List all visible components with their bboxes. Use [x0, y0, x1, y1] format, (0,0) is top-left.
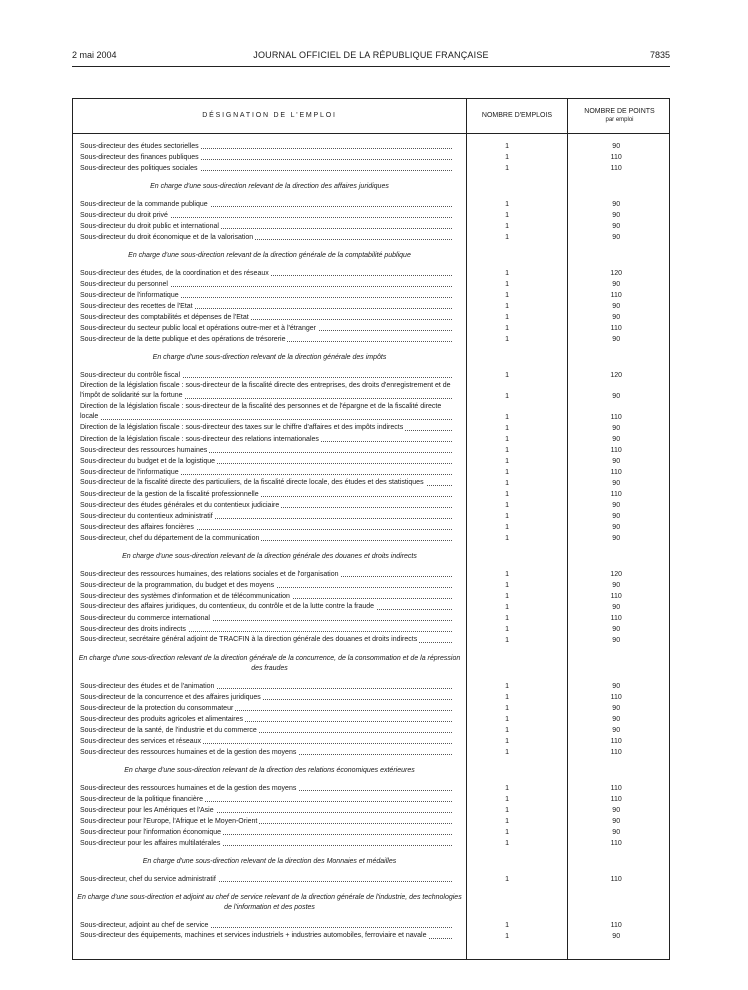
designation-cell [73, 381, 456, 402]
table-row [73, 783, 669, 794]
table-row [73, 591, 669, 602]
points-cell: 90 [612, 637, 621, 644]
nombre-cell: 1 [505, 154, 509, 161]
table-row [73, 199, 669, 210]
designation-label: Sous-directeur des recettes de l'Etat [80, 303, 193, 310]
points-cell: 110 [610, 165, 622, 172]
nombre-cell: 1 [505, 513, 509, 520]
points-cell: 110 [610, 840, 622, 847]
points-cell: 90 [612, 223, 621, 230]
nombre-cell: 1 [505, 234, 509, 241]
table-row [73, 221, 669, 232]
designation-label: Sous-directeur de la fiscalité directe des particuliers, de la fiscalité directe locale, des études et des statistiques [80, 479, 424, 486]
points-cell: 90 [612, 582, 621, 589]
designation-label: Sous-directeur du personnel [80, 281, 168, 288]
points-cell: 90 [612, 807, 621, 814]
table-row [73, 816, 669, 827]
points-cell: 90 [612, 458, 621, 465]
nombre-cell: 1 [505, 785, 509, 792]
nombre-cell: 1 [505, 796, 509, 803]
dot-leader [80, 419, 452, 420]
points-cell: 90 [612, 336, 621, 343]
designation-label: Sous-directeur de la protection du consommateur [80, 705, 234, 712]
designation-cell [73, 445, 456, 456]
designation-label: Sous-directeur de la commande publique [80, 201, 208, 208]
table-row [73, 725, 669, 736]
designation-cell [73, 920, 456, 931]
points-cell: 90 [612, 393, 621, 400]
designation-cell [73, 152, 456, 163]
points-cell: 110 [610, 325, 622, 332]
designation-cell [73, 301, 456, 312]
designation-cell [73, 624, 456, 635]
table-row [73, 569, 669, 580]
nombre-cell: 1 [505, 876, 509, 883]
points-cell: 90 [612, 502, 621, 509]
designation-label: Sous-directeur du contentieux administratif [80, 513, 213, 520]
points-cell: 90 [612, 716, 621, 723]
designation-cell [73, 279, 456, 290]
points-cell: 90 [612, 281, 621, 288]
designation-cell [73, 489, 456, 500]
nombre-cell: 1 [505, 143, 509, 150]
designation-cell [73, 725, 456, 736]
designation-label: Sous-directeur des produits agricoles et alimentaires [80, 716, 244, 723]
points-cell: 90 [612, 436, 621, 443]
section-heading: En charge d'une sous-direction relevant de la direction générale des impôts [152, 354, 387, 361]
nombre-cell: 1 [505, 604, 509, 611]
nombre-cell: 1 [505, 705, 509, 712]
designation-label: Sous-directeur, chef du service administratif [80, 876, 216, 883]
points-cell: 90 [612, 705, 621, 712]
points-cell: 90 [612, 829, 621, 836]
journal-title: JOURNAL OFFICIEL DE LA RÉPUBLIQUE FRANÇAISE [253, 50, 489, 60]
nombre-cell: 1 [505, 694, 509, 701]
table-row [73, 301, 669, 312]
designation-cell [73, 312, 456, 323]
points-cell: 110 [610, 154, 622, 161]
designation-label: Sous-directeur du droit privé [80, 212, 168, 219]
table-row [73, 522, 669, 533]
table-row [73, 714, 669, 725]
designation-label: Sous-directeur des systèmes d'information et de télécommunication [80, 593, 290, 600]
points-cell: 90 [612, 727, 621, 734]
designation-label: Sous-directeur des ressources humaines, des relations sociales et de l'organisation [80, 571, 339, 578]
table-row [73, 580, 669, 591]
designation-cell [73, 478, 456, 489]
table-row [73, 703, 669, 714]
nombre-cell: 1 [505, 491, 509, 498]
designation-label: Sous-directeur des services et réseaux [80, 738, 201, 745]
nombre-cell: 1 [505, 683, 509, 690]
table-row [73, 210, 669, 221]
table-row [73, 838, 669, 849]
designation-cell [73, 931, 456, 942]
designation-cell [73, 681, 456, 692]
designation-cell [73, 692, 456, 703]
points-cell: 120 [610, 372, 623, 379]
nombre-cell: 1 [505, 535, 509, 542]
nombre-cell: 1 [505, 458, 509, 465]
designation-cell [73, 268, 456, 279]
nombre-cell: 1 [505, 524, 509, 531]
section-heading: En charge d'une sous-direction relevant de la direction des relations économiques extérieures [124, 767, 415, 774]
points-cell: 90 [612, 933, 621, 940]
designation-cell [73, 736, 456, 747]
table-row [73, 334, 669, 345]
designation-label: Sous-directeur des équipements, machines et services industriels + industries automobiles, ferroviaire et navale [80, 932, 427, 939]
table-row [73, 152, 669, 163]
designation-label: Sous-directeur pour l'information économique [80, 829, 222, 836]
table-row [73, 370, 669, 381]
table-row [73, 827, 669, 838]
column-header-points-sub: par emploi [605, 117, 634, 123]
nombre-cell: 1 [505, 480, 509, 487]
designation-cell [73, 221, 456, 232]
nombre-cell: 1 [505, 270, 509, 277]
designation-cell [73, 569, 456, 580]
table-row [73, 500, 669, 511]
table-row [73, 489, 669, 500]
designation-label: Sous-directeur du commerce international [80, 615, 210, 622]
table-row [73, 602, 669, 613]
designation-cell [73, 533, 456, 544]
points-cell: 110 [610, 615, 622, 622]
column-header-designation: DÉSIGNATION DE L'EMPLOI [202, 112, 337, 119]
designation-label: Sous-directeur de la dette publique et des opérations de trésorerie [80, 336, 286, 343]
nombre-cell: 1 [505, 593, 509, 600]
table-row [73, 467, 669, 478]
points-cell: 120 [610, 571, 623, 578]
designation-cell [73, 874, 456, 885]
nombre-cell: 1 [505, 502, 509, 509]
nombre-cell: 1 [505, 829, 509, 836]
designation-label: Sous-directeur pour l'Europe, l'Afrique et le Moyen-Orient [80, 818, 258, 825]
designation-cell [73, 210, 456, 221]
nombre-cell: 1 [505, 372, 509, 379]
points-cell: 90 [612, 201, 621, 208]
designation-label: Sous-directeur des études, de la coordination et des réseaux [80, 270, 269, 277]
designation-label: Sous-directeur, chef du département de la communication [80, 535, 260, 542]
designation-label: Sous-directeur des affaires juridiques, du contentieux, du contrôle et de la lutte contre la fraude [80, 603, 375, 610]
designation-cell [73, 591, 456, 602]
designation-cell [73, 141, 456, 152]
designation-label: Sous-directeur des ressources humaines [80, 447, 208, 454]
emplois-table [72, 98, 670, 960]
designation-cell [73, 703, 456, 714]
nombre-cell: 1 [505, 447, 509, 454]
nombre-cell: 1 [505, 933, 509, 940]
table-row [73, 920, 669, 931]
nombre-cell: 1 [505, 637, 509, 644]
table-row [73, 445, 669, 456]
points-cell: 90 [612, 234, 621, 241]
nombre-cell: 1 [505, 393, 509, 400]
designation-cell [73, 522, 456, 533]
table-row [73, 736, 669, 747]
designation-cell [73, 602, 456, 613]
nombre-cell: 1 [505, 414, 509, 421]
nombre-cell: 1 [505, 303, 509, 310]
points-cell: 90 [612, 314, 621, 321]
nombre-cell: 1 [505, 201, 509, 208]
nombre-cell: 1 [505, 212, 509, 219]
table-row [73, 511, 669, 522]
section-heading: En charge d'une sous-direction relevant de la direction des affaires juridiques [150, 183, 389, 190]
designation-label: Sous-directeur de la politique financière [80, 796, 203, 803]
header-rule [72, 66, 670, 67]
designation-cell [73, 783, 456, 794]
designation-label: Sous-directeur du contrôle fiscal [80, 372, 180, 379]
table-row [73, 931, 669, 942]
points-cell: 110 [610, 749, 622, 756]
points-cell: 110 [610, 785, 622, 792]
designation-label: Direction de la législation fiscale : sous-directeur de la fiscalité directe des entreprises, des droits d'enregistrement et de l'impôt de solidarité sur la fortune [80, 382, 451, 399]
table-row [73, 279, 669, 290]
designation-label: Direction de la législation fiscale : sous-directeur de la fiscalité des personnes et de l'épargne et de la fiscalité directe locale [80, 403, 442, 420]
designation-cell [73, 747, 456, 758]
designation-label: Sous-directeur des politiques sociales [80, 165, 198, 172]
designation-cell [73, 423, 456, 434]
designation-cell [73, 794, 456, 805]
table-row [73, 533, 669, 544]
table-row [73, 141, 669, 152]
column-header-points-label: NOMBRE DE POINTS [584, 108, 655, 115]
points-cell: 110 [610, 469, 622, 476]
designation-cell [73, 511, 456, 522]
designation-cell [73, 827, 456, 838]
designation-label: Sous-directeur du droit public et international [80, 223, 219, 230]
designation-label: Sous-directeur du droit économique et de la valorisation [80, 234, 254, 241]
nombre-cell: 1 [505, 922, 509, 929]
column-header-nombre: NOMBRE D'EMPLOIS [481, 112, 553, 119]
table-row [73, 290, 669, 301]
designation-label: Direction de la législation fiscale : sous-directeur des relations internationales [80, 436, 319, 443]
designation-cell [73, 402, 456, 423]
nombre-cell: 1 [505, 436, 509, 443]
points-cell: 90 [612, 604, 621, 611]
designation-label: Sous-directeur du budget et de la logistique [80, 458, 216, 465]
issue-date: 2 mai 2004 [72, 50, 117, 60]
nombre-cell: 1 [505, 325, 509, 332]
table-row [73, 692, 669, 703]
designation-label: Sous-directeur de la santé, de l'industrie et du commerce [80, 727, 257, 734]
points-cell: 90 [612, 303, 621, 310]
nombre-cell: 1 [505, 716, 509, 723]
nombre-cell: 1 [505, 223, 509, 230]
designation-cell [73, 456, 456, 467]
designation-cell [73, 838, 456, 849]
points-cell: 110 [610, 292, 622, 299]
designation-cell [73, 635, 456, 646]
points-cell: 110 [610, 593, 622, 600]
nombre-cell: 1 [505, 818, 509, 825]
points-cell: 90 [612, 212, 621, 219]
designation-label: Sous-directeur pour les affaires multilatérales [80, 840, 221, 847]
designation-label: Sous-directeur de l'informatique [80, 469, 179, 476]
designation-cell [73, 467, 456, 478]
table-row [73, 268, 669, 279]
points-cell: 110 [610, 694, 622, 701]
nombre-cell: 1 [505, 314, 509, 321]
designation-label: Sous-directeur du secteur public local et opérations outre-mer et à l'étranger [80, 325, 316, 332]
designation-label: Sous-directeur de la concurrence et des affaires juridiques [80, 694, 261, 701]
header-row-rule [73, 133, 669, 134]
designation-label: Direction de la législation fiscale : sous-directeur des taxes sur le chiffre d'affaires et des impôts indirects [80, 424, 404, 431]
page-number: 7835 [649, 50, 670, 60]
table-row [73, 805, 669, 816]
designation-label: Sous-directeur des comptabilités et dépenses de l'Etat [80, 314, 249, 321]
points-cell: 90 [612, 425, 621, 432]
nombre-cell: 1 [505, 738, 509, 745]
points-cell: 90 [612, 535, 621, 542]
table-row [73, 613, 669, 624]
table-row [73, 624, 669, 635]
points-cell: 110 [610, 414, 622, 421]
points-cell: 110 [610, 738, 622, 745]
designation-label: Sous-directeur des affaires foncières [80, 524, 194, 531]
designation-cell [73, 434, 456, 445]
points-cell: 90 [612, 513, 621, 520]
points-cell: 90 [612, 524, 621, 531]
points-cell: 90 [612, 626, 621, 633]
running-head [72, 48, 670, 62]
table-row [73, 635, 669, 646]
designation-label: Sous-directeur des droits indirects [80, 626, 186, 633]
table-body [73, 141, 669, 942]
nombre-cell: 1 [505, 626, 509, 633]
designation-label: Sous-directeur de la gestion de la fiscalité professionnelle [80, 491, 259, 498]
nombre-cell: 1 [505, 840, 509, 847]
designation-label: Sous-directeur de la programmation, du budget et des moyens [80, 582, 275, 589]
nombre-cell: 1 [505, 336, 509, 343]
designation-label: Sous-directeur, secrétaire général adjoint de TRACFIN à la direction générale des douanes et droits indirects [80, 636, 418, 643]
designation-cell [73, 580, 456, 591]
designation-cell [73, 163, 456, 174]
designation-cell [73, 199, 456, 210]
table-row [73, 423, 669, 434]
points-cell: 120 [610, 270, 623, 277]
designation-label: Sous-directeur des études sectorielles [80, 143, 199, 150]
designation-cell [73, 370, 456, 381]
table-row [73, 323, 669, 334]
section-heading: En charge d'une sous-direction et adjoint au chef de service relevant de la direction générale de l'industrie, des technologies de l'information et des postes [77, 894, 462, 911]
designation-cell [73, 334, 456, 345]
section-heading: En charge d'une sous-direction relevant de la direction des Monnaies et médailles [142, 858, 397, 865]
table-row [73, 874, 669, 885]
designation-cell [73, 613, 456, 624]
designation-label: Sous-directeur des études et de l'animation [80, 683, 215, 690]
nombre-cell: 1 [505, 292, 509, 299]
designation-cell [73, 323, 456, 334]
section-heading: En charge d'une sous-direction relevant de la direction générale de la comptabilité publique [128, 252, 411, 259]
designation-label: Sous-directeur, adjoint au chef de service [80, 922, 209, 929]
nombre-cell: 1 [505, 469, 509, 476]
points-cell: 110 [610, 876, 622, 883]
designation-label: Sous-directeur des études générales et du contentieux judiciaire [80, 502, 280, 509]
designation-cell [73, 232, 456, 243]
points-cell: 90 [612, 683, 621, 690]
designation-cell [73, 500, 456, 511]
points-cell: 110 [610, 922, 622, 929]
designation-label: Sous-directeur des ressources humaines et de la gestion des moyens [80, 749, 297, 756]
points-cell: 90 [612, 143, 621, 150]
points-cell: 110 [610, 491, 622, 498]
points-cell: 110 [610, 447, 622, 454]
table-row [73, 747, 669, 758]
section-heading: En charge d'une sous-direction relevant de la direction générale de la concurrence, de la consommation et de la répression des fraudes [78, 655, 461, 672]
designation-label: Sous-directeur de l'informatique [80, 292, 179, 299]
table-row [73, 163, 669, 174]
points-cell: 90 [612, 818, 621, 825]
table-row [73, 232, 669, 243]
designation-cell [73, 290, 456, 301]
table-row [73, 381, 669, 402]
points-cell: 110 [610, 796, 622, 803]
nombre-cell: 1 [505, 571, 509, 578]
table-row [73, 312, 669, 323]
nombre-cell: 1 [505, 727, 509, 734]
designation-cell [73, 816, 456, 827]
points-cell: 90 [612, 480, 621, 487]
designation-label: Sous-directeur des ressources humaines et de la gestion des moyens [80, 785, 297, 792]
table-row [73, 402, 669, 423]
nombre-cell: 1 [505, 425, 509, 432]
table-row [73, 794, 669, 805]
nombre-cell: 1 [505, 807, 509, 814]
column-header-points [568, 99, 671, 133]
designation-label: Sous-directeur des finances publiques [80, 154, 199, 161]
table-row [73, 456, 669, 467]
nombre-cell: 1 [505, 615, 509, 622]
nombre-cell: 1 [505, 165, 509, 172]
designation-label: Sous-directeur pour les Amériques et l'Asie [80, 807, 214, 814]
designation-cell [73, 805, 456, 816]
nombre-cell: 1 [505, 749, 509, 756]
nombre-cell: 1 [505, 281, 509, 288]
section-heading: En charge d'une sous-direction relevant de la direction générale des douanes et droits indirects [122, 553, 417, 560]
table-row [73, 681, 669, 692]
table-row [73, 478, 669, 489]
designation-cell [73, 714, 456, 725]
nombre-cell: 1 [505, 582, 509, 589]
table-row [73, 434, 669, 445]
